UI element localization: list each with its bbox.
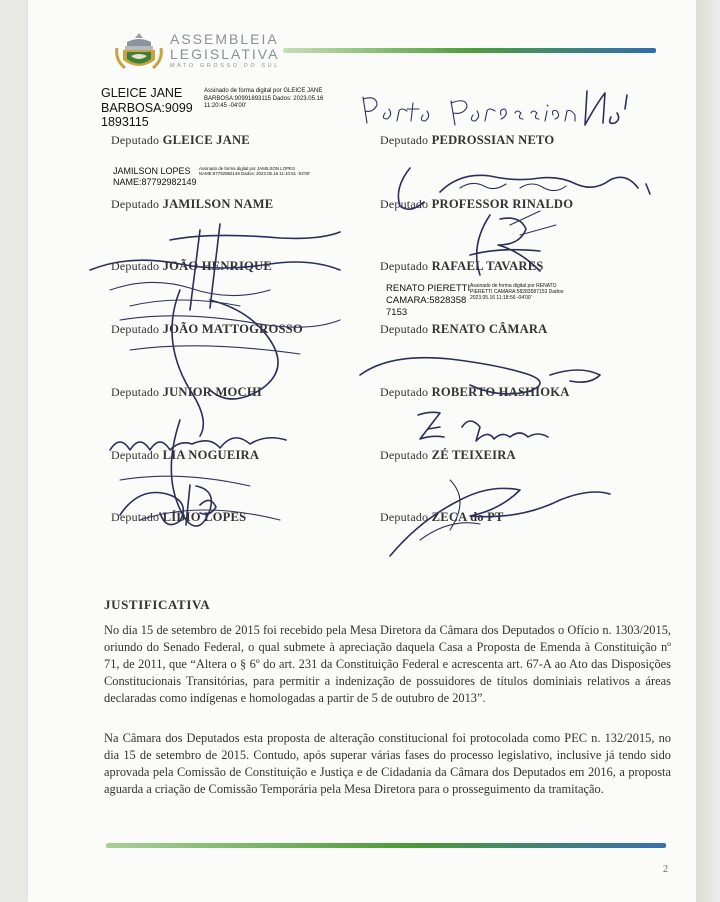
deputado-prefix: Deputado	[111, 322, 160, 336]
assembleia-logo	[113, 30, 165, 74]
stamp-signer-name: GLEICE JANE BARBOSA:9099 1893115	[101, 86, 193, 129]
stamp-signer-name: RENATO PIERETTI CAMARA:5828358 7153	[386, 283, 471, 318]
deputado-prefix: Deputado	[380, 197, 429, 211]
deputado-label-lidio-lopes	[111, 510, 246, 525]
deputado-label-gleice-jane	[111, 133, 250, 148]
stamp-signer-name: JAMILSON LOPES NAME:87792982149	[113, 166, 197, 187]
deputado-prefix: Deputado	[111, 133, 160, 147]
header-rule	[283, 48, 656, 53]
justificativa-paragraph-1: No dia 15 de setembro de 2015 foi recebido pela Mesa Diretora da Câmara dos Deputados o Ofício n. 1303/2015, oriundo do Senado Federal, o qual submete à apreciação daquela Casa a Proposta de Emenda à Constituição nº 71, de 2011, que “Altera o § 6º do art. 231 da Constituição Federal e acrescenta art. 67-A ao Ato das Disposições Constitucionais Transitórias, para permitir a indenização de possuidores de títulos dominiais relativos a áreas declaradas como indígenas e homologadas a partir de 5 de outubro de 2013”.	[104, 623, 671, 705]
deputado-name: RENATO CÂMARA	[431, 322, 548, 336]
justificativa-heading: JUSTIFICATIVA	[104, 597, 211, 612]
stamp-signature-details: Assinado de forma digital por GLEICE JANE BARBOSA:90991893115 Dados: 2023.05.16 11:20:45 -04'00'	[204, 88, 324, 109]
deputado-prefix: Deputado	[380, 510, 429, 524]
deputado-name: JOÃO HENRIQUE	[162, 259, 272, 273]
deputado-label-joao-mattogrosso	[111, 322, 303, 337]
assembleia-wordmark	[170, 32, 280, 70]
deputado-prefix: Deputado	[111, 259, 160, 273]
deputado-name: RAFAEL TAVARES	[431, 259, 544, 273]
logo-line-1: ASSEMBLEIA	[170, 31, 279, 47]
justificativa-paragraph-2: Na Câmara dos Deputados esta proposta de alteração constitucional foi protocolada como PEC n. 132/2015, no dia 15 de setembro de 2015. Contudo, após superar várias fases do processo legislativo, inclusive já tendo sido aprovada pela Comissão de Constituição e Justiça e de Cidadania da Câmara dos Deputados em 2016, a proposta aguarda a criação de Comissão Temporária pela Mesa Diretora para o prosseguimento da tramitação.	[104, 731, 671, 796]
digital-signature-stamp-gleice	[101, 86, 324, 132]
deputado-prefix: Deputado	[380, 133, 429, 147]
deputado-label-pedrossian-neto	[380, 133, 554, 148]
deputado-label-zeca-do-pt	[380, 510, 504, 525]
deputado-prefix: Deputado	[111, 385, 160, 399]
logo-line-2: LEGISLATIVA	[170, 46, 280, 62]
stamp-signature-details: Assinado de forma digital por RENATO PIERETTI CAMARA:58283587153 Dados: 2023.05.16 11:18:56 -04'00'	[470, 283, 565, 302]
deputado-prefix: Deputado	[380, 259, 429, 273]
deputado-name: ZÉ TEIXEIRA	[431, 448, 516, 462]
digital-signature-stamp-renato	[386, 283, 586, 323]
deputado-prefix: Deputado	[380, 385, 429, 399]
logo-line-3: MATO GROSSO DO SUL	[170, 63, 280, 69]
deputado-label-joao-henrique	[111, 259, 272, 274]
stamp-signature-details: Assinado de forma digital por JAMILSON LOPES NAME:87792982149 Dados: 2023.05.16 11:10:51 -04'00'	[199, 166, 311, 177]
deputado-prefix: Deputado	[111, 448, 160, 462]
deputado-label-professor-rinaldo	[380, 197, 573, 212]
deputado-name: GLEICE JANE	[162, 133, 250, 147]
deputado-name: JOÃO MATTOGROSSO	[162, 322, 303, 336]
deputado-prefix: Deputado	[111, 510, 160, 524]
deputado-label-junior-mochi	[111, 385, 262, 400]
deputado-label-renato-camara	[380, 322, 547, 337]
deputado-prefix: Deputado	[380, 322, 429, 336]
deputado-name: LÍDIO LOPES	[162, 510, 247, 524]
deputado-label-rafael-tavares	[380, 259, 544, 274]
deputado-prefix: Deputado	[111, 197, 160, 211]
deputado-prefix: Deputado	[380, 448, 429, 462]
deputado-name: ROBERTO HASHIOKA	[431, 385, 570, 399]
deputado-label-ze-teixeira	[380, 448, 516, 463]
page-edge	[696, 0, 720, 902]
deputado-name: JUNIOR MOCHI	[162, 385, 262, 399]
deputado-name: PROFESSOR RINALDO	[431, 197, 574, 211]
deputado-name: LIA NOGUEIRA	[162, 448, 260, 462]
deputado-label-lia-nogueira	[111, 448, 259, 463]
deputado-name: JAMILSON NAME	[162, 197, 274, 211]
deputado-label-roberto-hashioka	[380, 385, 570, 400]
footer-rule	[106, 843, 666, 848]
digital-signature-stamp-jamilson	[113, 166, 323, 196]
deputado-name: ZECA do PT	[431, 510, 504, 524]
deputado-name: PEDROSSIAN NETO	[431, 133, 555, 147]
page-number: 2	[663, 864, 668, 875]
deputado-label-jamilson-name	[111, 197, 273, 212]
